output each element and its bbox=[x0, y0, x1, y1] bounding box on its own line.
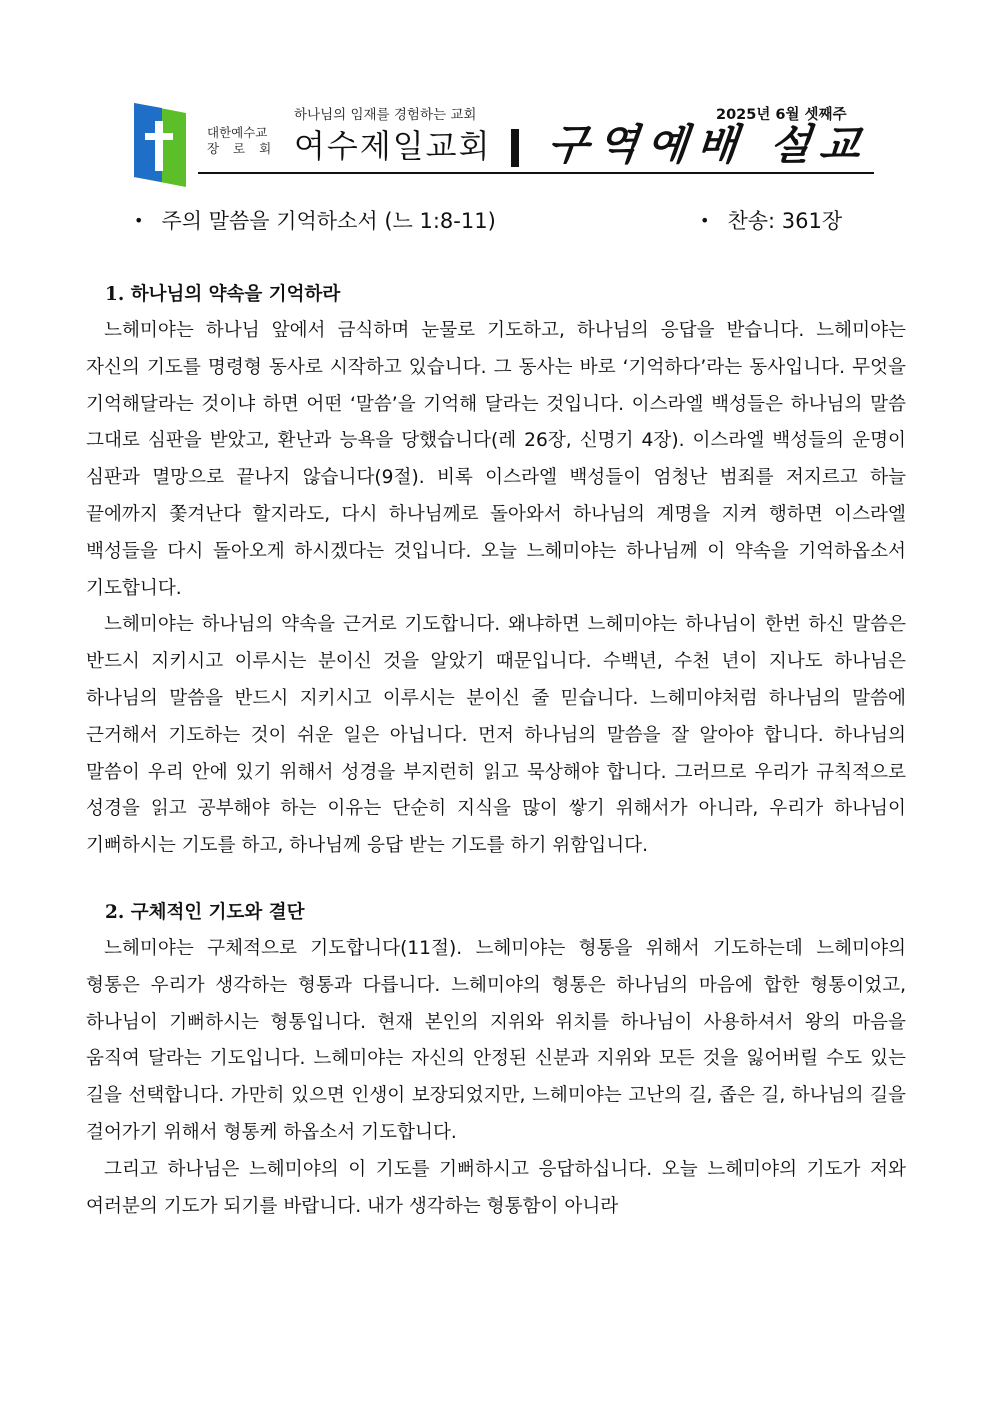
hymn-number: 찬송: 361장 bbox=[727, 209, 843, 233]
denomination-line1: 대한예수교 bbox=[207, 125, 268, 140]
header-rule bbox=[198, 172, 874, 174]
header-divider-bar bbox=[511, 129, 519, 167]
church-logo-icon bbox=[134, 103, 186, 187]
church-tagline: 하나님의 임재를 경험하는 교회 bbox=[294, 107, 477, 123]
paragraph: 느헤미야는 하나님의 약속을 근거로 기도합니다. 왜냐하면 느헤미야는 하나님이 한번 하신 말씀은 반드시 지키시고 이루시는 분이신 것을 알았기 때문입니다. 수백년, 수천 년이 지나도 하나님은 하나님의 말씀을 반드시 지키시고 이루시는 분이신 줄 믿습니다. 느헤미야처럼 하나님의 말씀에 근거해서 기도하는 것이 쉬운 일은 아닙니다. 먼저 하나님의 말씀을 잘 알아야 합니다. 하나님의 말씀이 우리 안에 있기 위해서 성경을 부지런히 읽고 묵상해야 합니다. 그러므로 우리가 규칙적으로 성경을 읽고 공부해야 하는 이유는 단순히 지식을 많이 쌓기 위해서가 아니라, 우리가 하나님이 기뻐하시는 기도를 하고, 하나님께 응답 받는 기도를 하기 위함입니다. bbox=[86, 614, 906, 857]
denomination bbox=[207, 125, 276, 157]
section-heading: 2. 구체적인 기도와 결단 bbox=[105, 901, 305, 923]
paragraph: 그리고 하나님은 느헤미야의 이 기도를 기뻐하시고 응답하십니다. 오늘 느헤미야의 기도가 저와 여러분의 기도가 되기를 바랍니다. 내가 생각하는 형통함이 아니라 bbox=[86, 1158, 906, 1217]
sermon-body bbox=[86, 277, 906, 1225]
sermon-subtitle bbox=[134, 205, 496, 235]
paragraph: 느헤미야는 구체적으로 기도합니다(11절). 느헤미야는 형통을 위해서 기도하는데 느헤미야의 형통은 우리가 생각하는 형통과 다릅니다. 느헤미야의 형통은 하나님의 마음에 합한 형통이었고, 하나님이 기뻐하시는 형통입니다. 현재 본인의 지위와 위치를 하나님이 사용하셔서 왕의 마음을 움직여 달라는 기도입니다. 느헤미야는 자신의 안정된 신분과 지위와 모든 것을 잃어버릴 수도 있는 길을 선택합니다. 가만히 있으면 인생이 보장되었지만, 느헤미야는 고난의 길, 좁은 길, 하나님의 길을 걸어가기 위해서 형통케 하옵소서 기도합니다. bbox=[86, 937, 906, 1143]
denomination-line2: 장 로 회 bbox=[207, 141, 277, 156]
section-spacer bbox=[86, 865, 906, 895]
paragraph: 느헤미야는 하나님 앞에서 금식하며 눈물로 기도하고, 하나님의 응답을 받습니다. 느헤미야는 자신의 기도를 명령형 동사로 시작하고 있습니다. 그 동사는 바로 ‘기억하다’라는 동사입니다. 무엇을 기억해달라는 것이냐 하면 어떤 ‘말씀’을 기억해 달라는 것입니다. 이스라엘 백성들은 하나님의 말씀 그대로 심판을 받았고, 환난과 능욕을 당했습니다(레 26장, 신명기 4장). 이스라엘 백성들의 운명이 심판과 멸망으로 끝나지 않습니다(9절). 비록 이스라엘 백성들이 엄청난 범죄를 저지르고 하늘 끝에까지 쫓겨난다 할지라도, 다시 하나님께로 돌아와서 하나님의 계명을 지켜 행하면 이스라엘 백성들을 다시 돌아오게 하시겠다는 것입니다. 오늘 느헤미야는 하나님께 이 약속을 기억하옵소서 기도합니다. bbox=[86, 320, 906, 599]
bullet-icon: • bbox=[134, 211, 144, 230]
bullet-icon: • bbox=[700, 211, 710, 230]
church-name: 여수제일교회 bbox=[294, 127, 492, 165]
sermon-title: 주의 말씀을 기억하소서 (느 1:8-11) bbox=[161, 209, 496, 233]
page-title: 구역예배 설교 bbox=[545, 120, 872, 169]
bulletin-date: 2025년 6월 셋째주 bbox=[716, 107, 847, 123]
section-heading: 1. 하나님의 약속을 기억하라 bbox=[105, 284, 341, 305]
hymn-subtitle bbox=[700, 205, 842, 235]
